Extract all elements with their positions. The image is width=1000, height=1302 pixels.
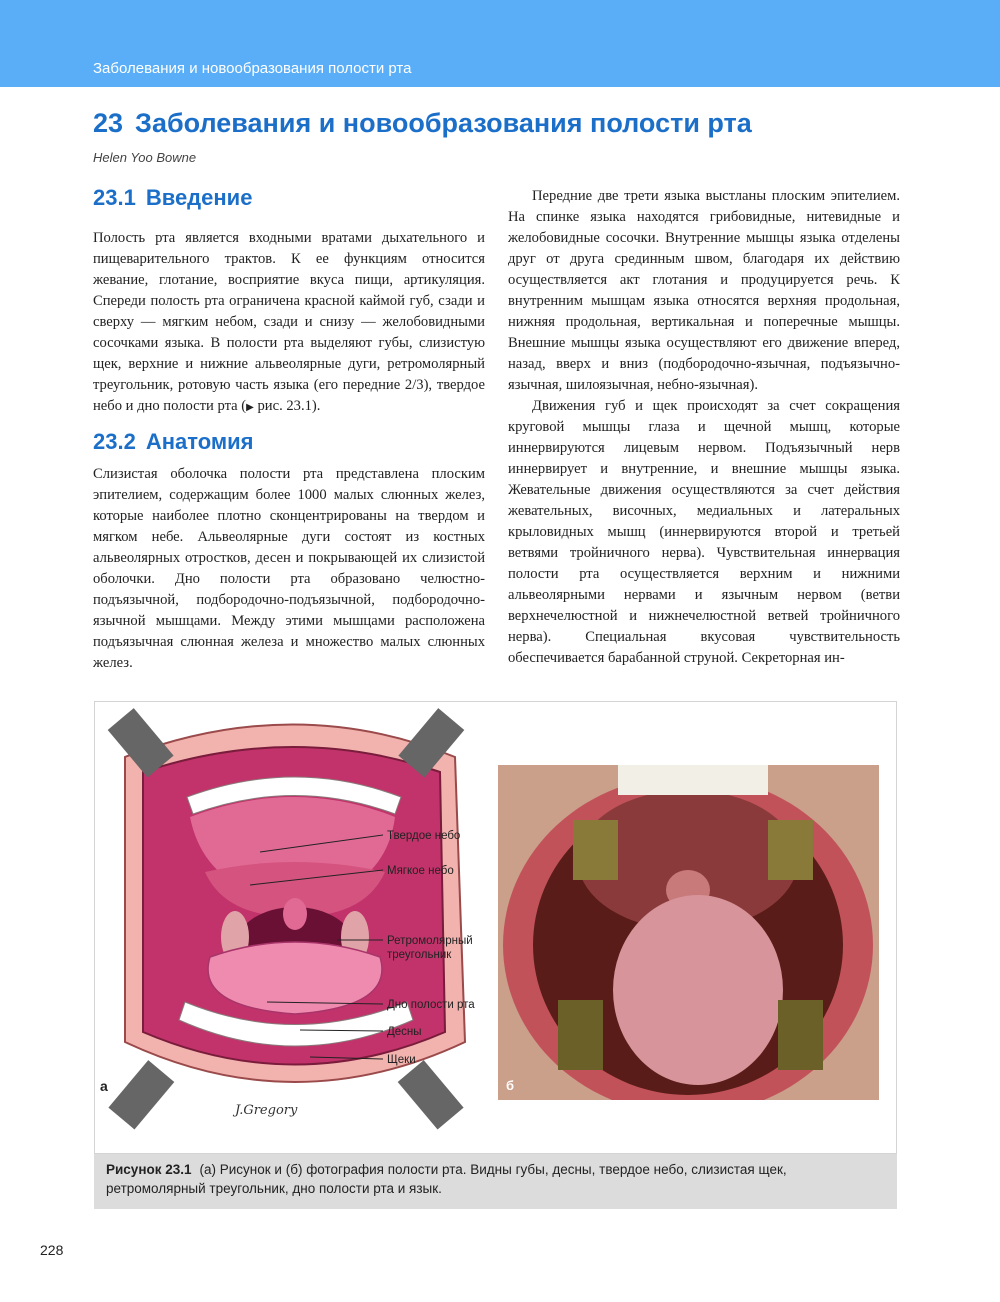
mouth-photo <box>498 765 879 1100</box>
paragraph: Слизистая оболочка полости рта представлена плоским эпителием, содержащим более 1000 малых слюнных желез, которые наиболее плотно сконцентрированы на твердом и мягком небе. Альвеолярные дуги состоят из костных альвеолярных отростков, десен и покрывающей их слизистой оболочки. Дно полости рта образовано челюстно-подъязычной, подбородочно-подъязычной, подбородочно-язычной мышцами. Между этими мышцами расположена подъязычная слюнная железа и множество малых слюнных желез. <box>93 466 485 671</box>
paragraph-text: Полость рта является входными вратами дыхательного и пищеварительного трактов. К ее функциям относится жевание, глотание, восприятие вкуса пищи, артикуляция. Спереди полость рта ограничена красной каймой губ, сзади и сверху — мягким небом, сзади и снизу — желобовидными сосочками языка. В полости рта выделяют губы, слизистую щек, верхние и нижние альвеолярные дуги, ретромолярный треугольник, ротовую часть языка (его передние 2/3), твердое небо и дно полости рта ( <box>93 230 485 414</box>
section-title: Анатомия <box>145 429 254 454</box>
caption-text: (а) Рисунок и (б) фотография полости рта. Видны губы, десны, твердое небо, слизистая щек, ретромолярный треугольник, дно полости рта и язык. <box>106 1162 787 1196</box>
chapter-number: 23 <box>93 108 124 138</box>
section-heading-anatomy <box>93 429 254 455</box>
chapter-author: Helen Yoo Bowne <box>93 150 197 165</box>
illustrator-signature: J.Gregory <box>235 1103 298 1118</box>
paragraph: Движения губ и щек происходят за счет сокращения круговой мышцы глаза и щечной мышц, которые иннервируются лицевым нервом. Подъязычный нерв иннервирует и внутренние, и внешние мышцы языка. Жевательные движения осуществляются за счет действия жевательных, височных, медиальных и латеральных крыловидных мышц (иннервируются второй и третьей ветвями тройничного нерва). Чувствительная иннервация полости рта осуществляется верхним и нижними альвеолярными нервами и язычным нервом (ветви верхнечелюстной и нижнечелюстной ветвей тройничного нерва). Специальная вкусовая чувствительность обеспечивается барабанной струной. Секреторная ин- <box>508 398 900 666</box>
label-cheeks: Щеки <box>387 1054 416 1066</box>
label-retromolar-2: треугольник <box>387 949 452 961</box>
running-head: Заболевания и новообразования полости рта <box>93 60 412 77</box>
figure-23-1 <box>94 701 897 1154</box>
panel-label-a: а <box>100 1078 108 1094</box>
section-title: Введение <box>145 185 253 210</box>
right-column <box>508 186 900 669</box>
panel-label-b: б <box>506 1078 515 1093</box>
reference-arrow-icon: ▶ <box>246 402 254 413</box>
page-number: 228 <box>40 1242 64 1258</box>
chapter-title <box>93 108 752 139</box>
section-body-anatomy <box>93 464 485 674</box>
paragraph <box>93 228 485 418</box>
label-hard-palate: Твердое небо <box>387 830 461 842</box>
label-soft-palate: Мягкое небо <box>387 865 454 877</box>
paragraph: Передние две трети языка выстланы плоским эпителием. На спинке языка находятся грибовидные, нитевидные и желобовидные сосочки. Внутренние мышцы языка отделены друг от друга срединным швом, благодаря их действию осуществляется акт глотания и продуцируется речь. К внутренним мышцам языка относятся верхняя продольная, нижняя продольная, вертикальная и поперечные мышцы. Внешние мышцы языка осуществляют его движение вперед, назад, вверх и вниз (подбородочно-язычная, подъязычно-язычная, шилоязычная, небно-язычная). <box>508 188 900 393</box>
section-heading-introduction <box>93 185 252 211</box>
chapter-title-text: Заболевания и новообразования полости рта <box>135 108 752 138</box>
section-number: 23.1 <box>93 185 136 210</box>
caption-label: Рисунок 23.1 <box>106 1162 192 1177</box>
label-retromolar-1: Ретромолярный <box>387 935 473 947</box>
section-number: 23.2 <box>93 429 136 454</box>
label-floor-of-mouth: Дно полости рта <box>387 999 475 1011</box>
section-body-introduction <box>93 228 485 418</box>
figure-reference-link[interactable]: рис. 23.1). <box>257 398 321 414</box>
label-gums: Десны <box>387 1026 422 1038</box>
mouth-illustration <box>95 702 495 1153</box>
figure-caption <box>94 1154 897 1209</box>
